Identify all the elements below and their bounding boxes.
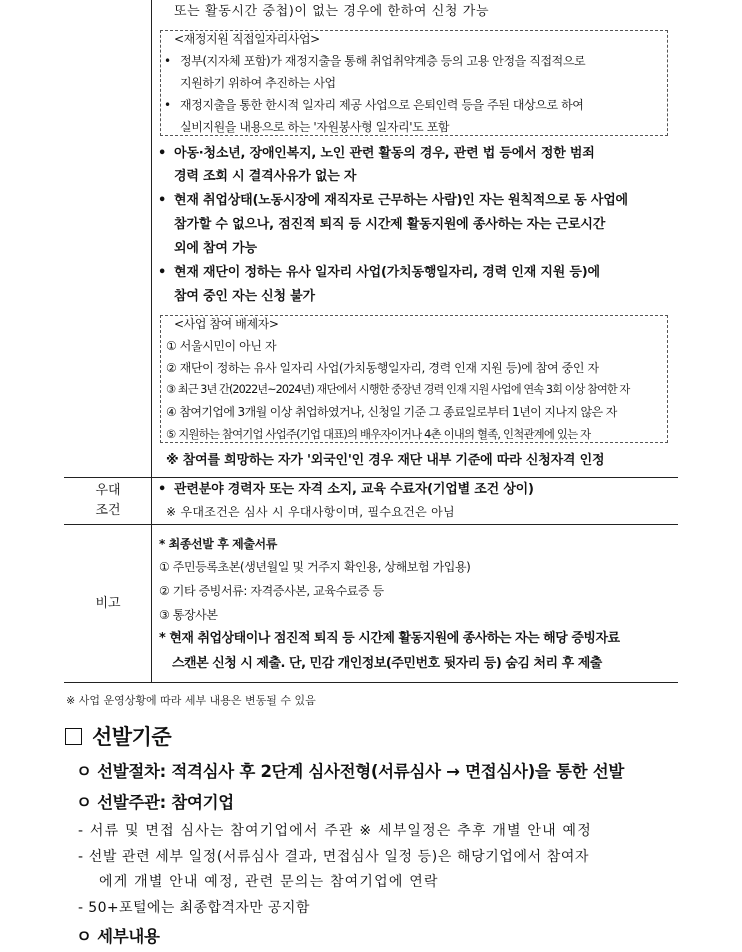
- exclusion-item: ③ 최근 3년 간(2022년~2024년) 재단에서 시행한 중장년 경력 인재 지원 사업에 연속 3회 이상 참여한 자: [166, 383, 630, 396]
- remarks-title: * 최종선발 후 제출서류: [159, 537, 277, 551]
- condition-line: 아동·청소년, 장애인복지, 노인 관련 활동의 경우, 관련 법 등에서 정한 범죄: [174, 146, 595, 161]
- financial-box-item-line: 실비지원을 내용으로 하는 '자원봉사형 일자리'도 포함: [180, 120, 450, 134]
- section-heading: [65, 721, 171, 751]
- financial-box-item-line: 재정지출을 통한 한시적 일자리 제공 사업으로 은퇴인력 등을 주된 대상으로 하여: [180, 98, 584, 112]
- preference-bullet: •: [158, 482, 167, 497]
- exclusion-item: ④ 참여기업에 3개월 이상 취업하였거나, 신청일 기준 그 종료일로부터 1년이 지나지 않은 자: [166, 405, 617, 419]
- selection-detail: ㅇ 세부내용: [76, 927, 160, 946]
- section-heading-text: 선발기준: [92, 725, 172, 749]
- financial-box-item: •: [164, 98, 171, 112]
- preference-note: ※ 우대조건은 심사 시 우대사항이며, 필수요건은 아님: [166, 505, 455, 519]
- remarks-item: ③ 통장사본: [159, 608, 218, 622]
- condition-line: 참가할 수 없으나, 점진적 퇴직 등 시간제 활동지원에 종사하는 자는 근로시간: [174, 217, 606, 232]
- condition-line: 현재 취업상태(노동시장에 재직자로 근무하는 사람)인 자는 원칙적으로 동 사업에: [174, 193, 628, 208]
- selection-organizer: ㅇ 선발주관: 참여기업: [76, 793, 234, 812]
- exclusion-item: ① 서울시민이 아닌 자: [166, 339, 277, 353]
- selection-dash-item-cont: 에게 개별 안내 예정, 관련 문의는 참여기업에 연락: [99, 874, 439, 890]
- preference-line: 관련분야 경력자 또는 자격 소지, 교육 수료자(기업별 조건 상이): [174, 482, 534, 497]
- preference-label-2: 조건: [95, 503, 121, 518]
- remarks-label: 비고: [95, 596, 121, 611]
- exclusion-item: ⑤ 지원하는 참여기업 사업주(기업 대표)의 배우자이거나 4촌 이내의 혈족, 인척관계에 있는 자: [166, 427, 591, 441]
- table-row-divider: [64, 477, 678, 478]
- financial-box-title: <재정지원 직접일자리사업>: [174, 32, 320, 46]
- condition-bullet: •: [158, 146, 167, 161]
- condition-bullet: •: [158, 265, 167, 280]
- remarks-star-line: * 현재 취업상태이나 점진적 퇴직 등 시간제 활동지원에 종사하는 자는 해당 증빙자료: [159, 631, 620, 646]
- table-column-divider: [151, 0, 152, 682]
- remarks-star-line: 스캔본 신청 시 제출. 단, 민감 개인정보(주민번호 뒷자리 등) 숨김 처리 후 제출: [172, 656, 602, 671]
- condition-line: 경력 조회 시 결격사유가 없는 자: [174, 169, 357, 184]
- exclusion-box-title: <사업 참여 배제자>: [174, 317, 279, 331]
- remarks-item: ① 주민등록초본(생년월일 및 거주지 확인용, 상해보험 가입용): [159, 560, 471, 574]
- condition-line: 외에 참여 가능: [174, 241, 257, 256]
- footnote: ※ 사업 운영상황에 따라 세부 내용은 변동될 수 있음: [66, 694, 316, 707]
- selection-dash-item: - 선발 관련 세부 일정(서류심사 결과, 면접심사 일정 등)은 해당기업에서 참여자: [78, 849, 590, 865]
- table-bottom-border: [64, 682, 678, 683]
- condition-line: 참여 중인 자는 신청 불가: [174, 289, 315, 304]
- checkbox-square-icon: [65, 728, 82, 745]
- exclusion-item: ② 재단이 정하는 유사 일자리 사업(가치동행일자리, 경력 인재 지원 등)에 참여 중인 자: [166, 361, 599, 375]
- preference-label: 우대: [95, 483, 121, 498]
- condition-bullet: •: [158, 193, 167, 208]
- remarks-item: ② 기타 증빙서류: 자격증사본, 교육수료증 등: [159, 584, 384, 598]
- foreigner-note: ※ 참여를 희망하는 자가 '외국인'인 경우 재단 내부 기준에 따라 신청자격 인정: [166, 453, 605, 468]
- financial-box-item-line: 지원하기 위하여 추진하는 사업: [180, 76, 336, 90]
- financial-box-item: •: [164, 54, 171, 68]
- selection-dash-item: - 서류 및 면접 심사는 참여기업에서 주관 ※ 세부일정은 추후 개별 안내 예정: [78, 823, 592, 839]
- condition-line: 현재 재단이 정하는 유사 일자리 사업(가치동행일자리, 경력 인재 지원 등)에: [174, 265, 600, 280]
- table-row-divider: [64, 524, 678, 525]
- selection-dash-item: - 50+포털에는 최종합격자만 공지함: [78, 900, 310, 916]
- selection-procedure: ㅇ 선발절차: 적격심사 후 2단계 심사전형(서류심사 → 면접심사)을 통한 선발: [76, 762, 625, 781]
- financial-box-item-line: 정부(지자체 포함)가 재정지출을 통해 취업취약계층 등의 고용 안정을 직접적으로: [180, 54, 586, 68]
- qualification-top-line: 또는 활동시간 중첩)이 없는 경우에 한하여 신청 가능: [174, 4, 490, 19]
